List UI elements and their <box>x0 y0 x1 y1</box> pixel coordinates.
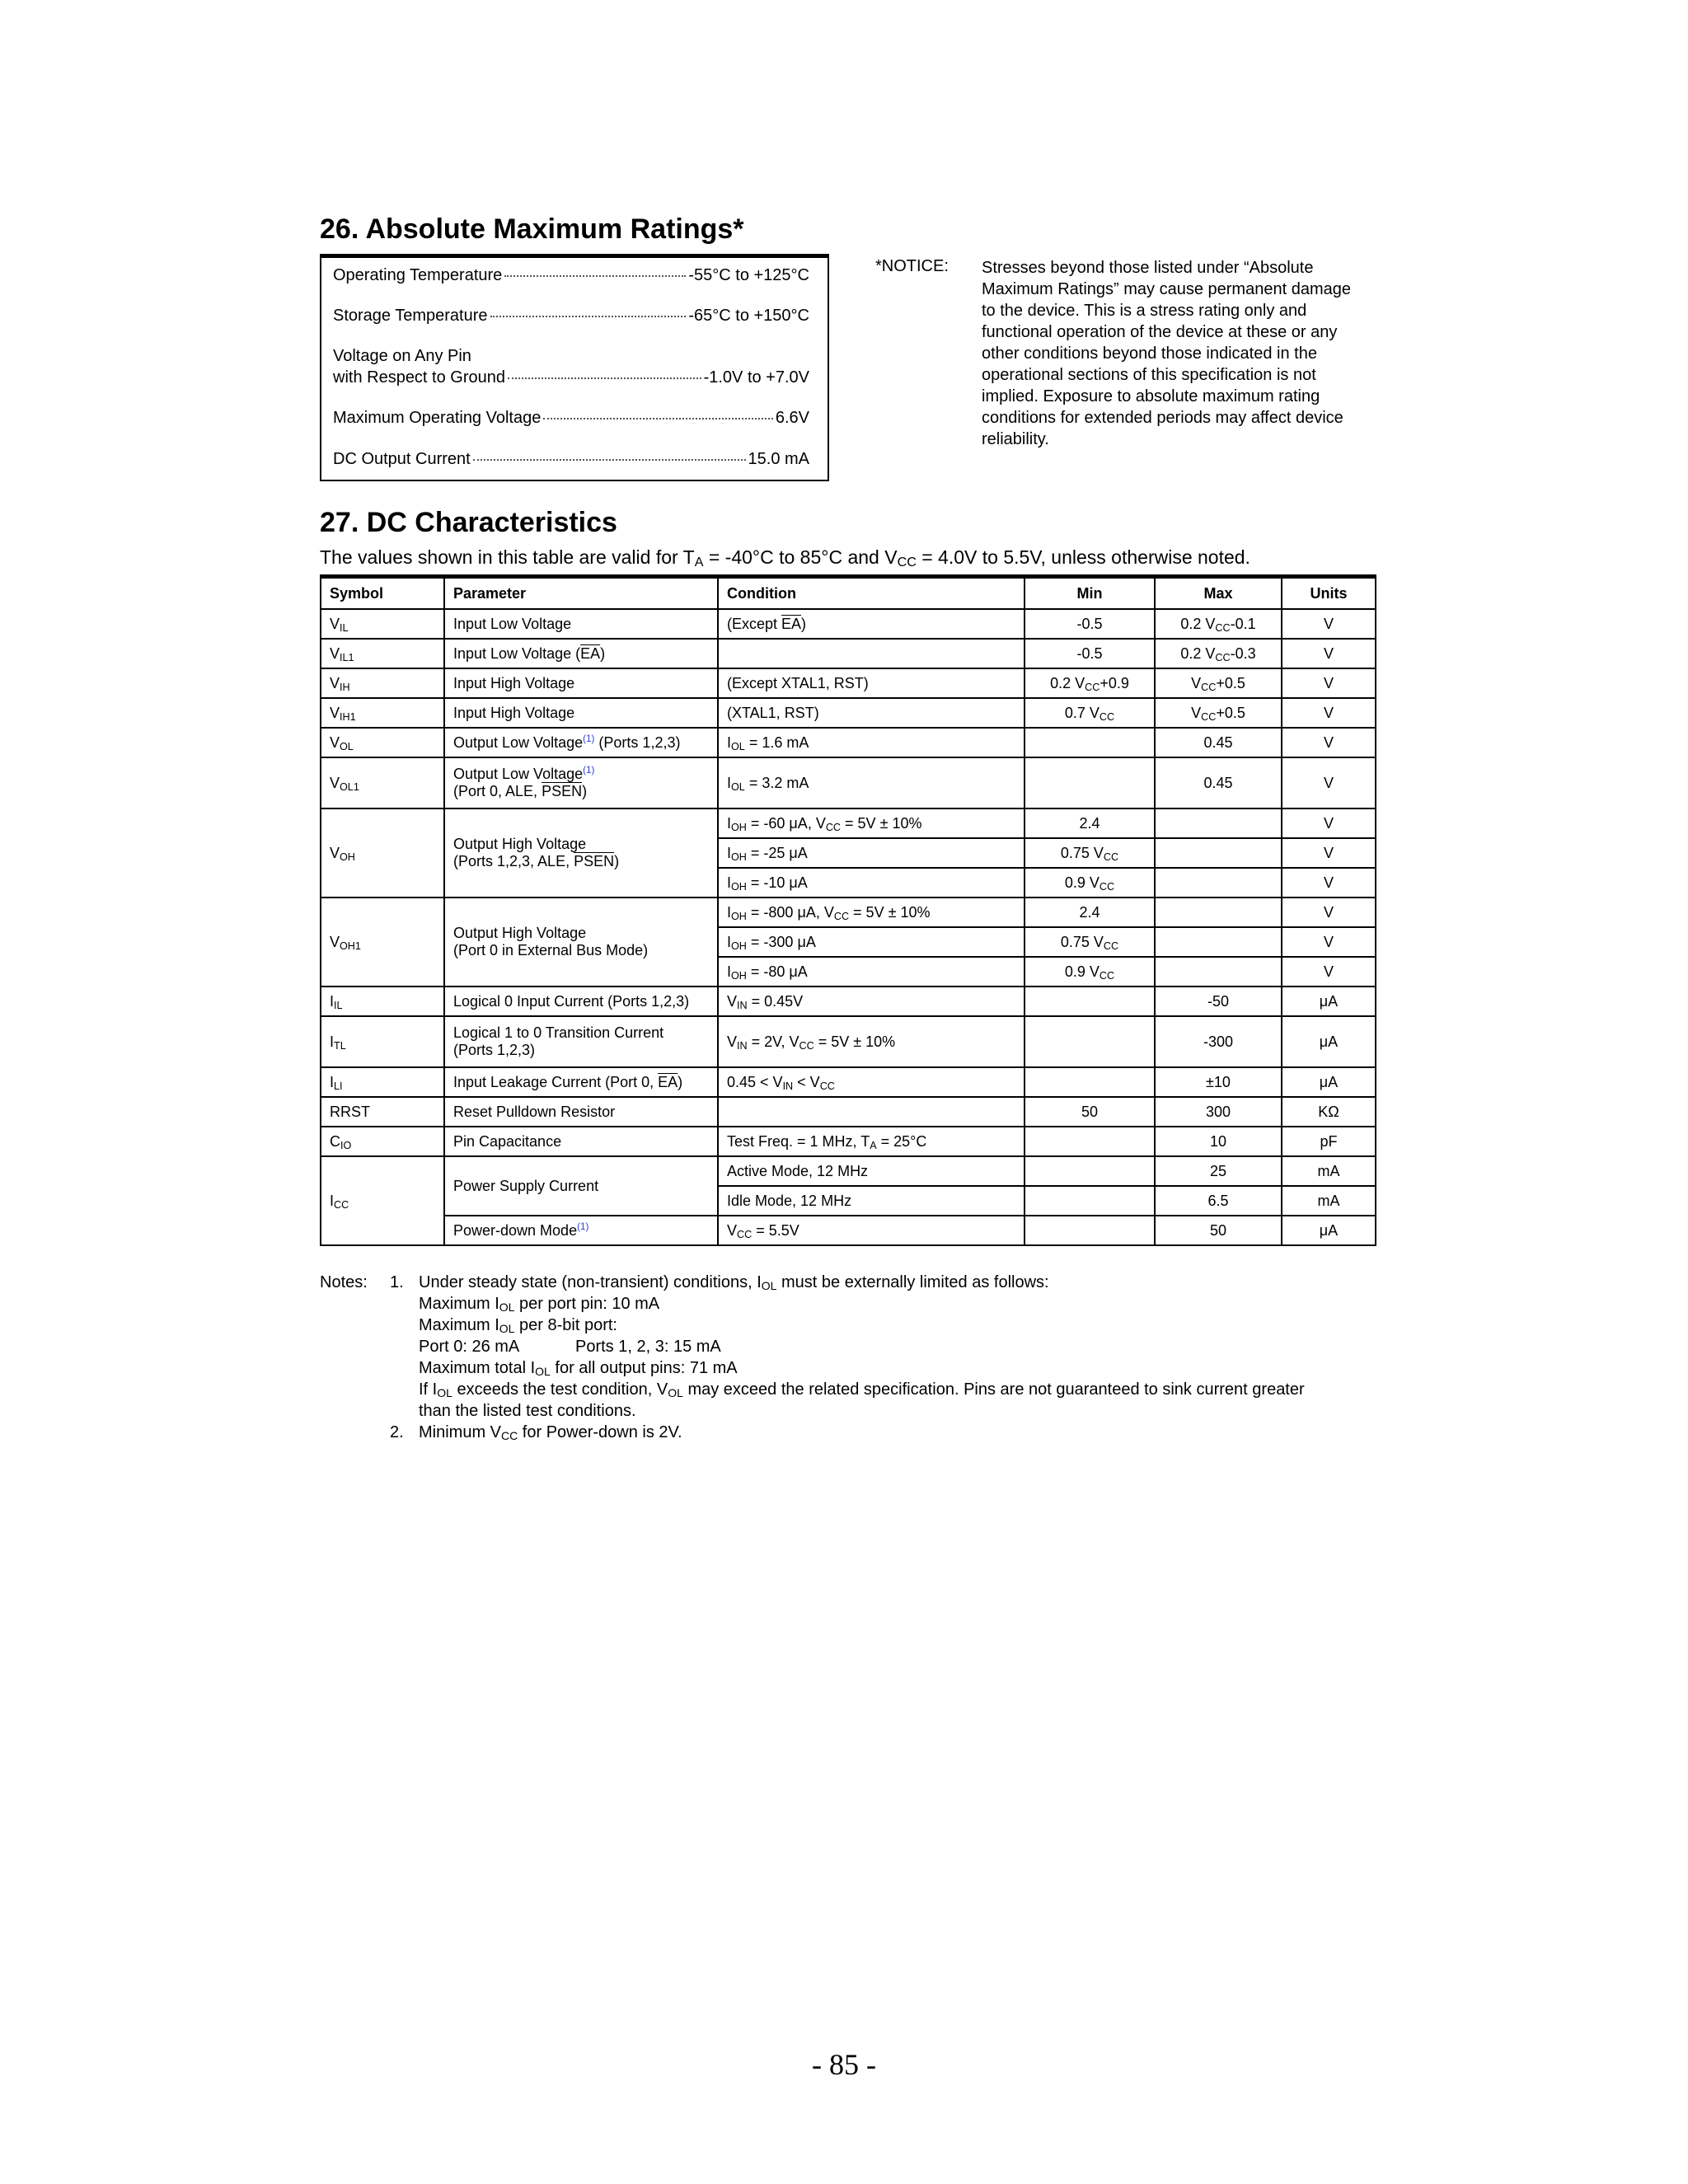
min-cell: 0.75 $V_{CC}$ <box>1025 927 1155 957</box>
min-cell <box>1025 757 1155 808</box>
rating-label: Operating Temperature <box>333 266 503 284</box>
symbol-cell: $I_{TL}$ <box>321 1016 444 1067</box>
max-cell: 6.5 <box>1155 1186 1282 1216</box>
rating-dc-output-current <box>333 450 809 469</box>
note-line <box>320 1400 1383 1422</box>
units-cell: mA <box>1282 1186 1376 1216</box>
parameter-cell: Output Low Voltage$^{(1)}$ (Port 0, ALE, PSEN) <box>444 757 718 808</box>
note-text: Maximum total $I_{OL}$ for all output pins: 71 mA <box>419 1359 738 1378</box>
parameter-cell: Reset Pulldown Resistor <box>444 1097 718 1127</box>
max-cell: 10 <box>1155 1127 1282 1156</box>
col-header-units: Units <box>1282 577 1376 610</box>
symbol-cell: $V_{IL1}$ <box>321 639 444 668</box>
table-row <box>321 668 1376 698</box>
rating-value: 6.6V <box>775 409 809 427</box>
symbol-cell: $C_{IO}$ <box>321 1127 444 1156</box>
min-cell <box>1025 1216 1155 1245</box>
units-cell: V <box>1282 957 1376 987</box>
rating-label: DC Output Current <box>333 450 471 468</box>
max-cell: 50 <box>1155 1216 1282 1245</box>
parameter-cell: Input High Voltage <box>444 698 718 728</box>
col-header-parameter: Parameter <box>444 577 718 610</box>
note-2-line <box>320 1422 1383 1443</box>
min-cell: -0.5 <box>1025 639 1155 668</box>
note-line <box>320 1379 1383 1400</box>
symbol-cell: $V_{IH1}$ <box>321 698 444 728</box>
max-cell <box>1155 868 1282 898</box>
condition-cell: $I_{OH} = -80$ μA <box>718 957 1025 987</box>
rating-value: -55°C to +125°C <box>688 266 809 284</box>
condition-cell: Test Freq. = 1 MHz, $T_A = 25^\circ C$ <box>718 1127 1025 1156</box>
symbol-cell: $V_{OH1}$ <box>321 898 444 987</box>
table-row <box>321 1216 1376 1245</box>
max-cell: 25 <box>1155 1156 1282 1186</box>
min-cell: 0.9 $V_{CC}$ <box>1025 957 1155 987</box>
condition-cell: $I_{OH} = -25$ μA <box>718 838 1025 868</box>
max-cell: 0.45 <box>1155 757 1282 808</box>
max-cell: $V_{CC}+0.5$ <box>1155 668 1282 698</box>
table-row <box>321 698 1376 728</box>
max-cell <box>1155 898 1282 927</box>
min-cell: 50 <box>1025 1097 1155 1127</box>
max-cell: 300 <box>1155 1097 1282 1127</box>
max-cell: 0.45 <box>1155 728 1282 757</box>
parameter-cell: Output High Voltage (Ports 1,2,3, ALE, PSEN) <box>444 808 718 898</box>
condition-cell: $V_{IN} = 2V$, $V_{CC} = 5V \pm 10\%$ <box>718 1016 1025 1067</box>
parameter-cell: Pin Capacitance <box>444 1127 718 1156</box>
rating-voltage-pin-line1: Voltage on Any Pin <box>333 347 471 365</box>
condition-cell: (Except XTAL1, RST) <box>718 668 1025 698</box>
units-cell: V <box>1282 808 1376 838</box>
note-text: Under steady state (non-transient) conditions, $I_{OL}$ must be externally limited as follows: <box>419 1273 1049 1292</box>
condition-cell: $I_{OH} = -300$ μA <box>718 927 1025 957</box>
units-cell: V <box>1282 757 1376 808</box>
note-1-line <box>320 1272 1383 1293</box>
symbol-cell: $V_{OL1}$ <box>321 757 444 808</box>
parameter-cell: Output Low Voltage$^{(1)}$ (Ports 1,2,3) <box>444 728 718 757</box>
units-cell: KΩ <box>1282 1097 1376 1127</box>
condition-cell <box>718 639 1025 668</box>
min-cell <box>1025 1016 1155 1067</box>
table-row <box>321 639 1376 668</box>
max-cell: ±10 <box>1155 1067 1282 1097</box>
note-line <box>320 1293 1383 1315</box>
note-text: Port 0: 26 mA Ports 1, 2, 3: 15 mA <box>419 1338 721 1356</box>
symbol-cell: $V_{IL}$ <box>321 609 444 639</box>
min-cell: 0.2 $V_{CC}+0.9$ <box>1025 668 1155 698</box>
condition-cell: $V_{CC} = 5.5V$ <box>718 1216 1025 1245</box>
min-cell <box>1025 1067 1155 1097</box>
parameter-cell: Output High Voltage (Port 0 in External Bus Mode) <box>444 898 718 987</box>
table-row <box>321 808 1376 838</box>
note-line <box>320 1357 1383 1379</box>
rating-label: Maximum Operating Voltage <box>333 409 542 427</box>
symbol-cell: $V_{OH}$ <box>321 808 444 898</box>
min-cell <box>1025 1186 1155 1216</box>
parameter-cell: Logical 0 Input Current (Ports 1,2,3) <box>444 987 718 1016</box>
units-cell: V <box>1282 868 1376 898</box>
note-line <box>320 1336 1383 1357</box>
parameter-cell: Input High Voltage <box>444 668 718 698</box>
table-row <box>321 1067 1376 1097</box>
condition-cell: Active Mode, 12 MHz <box>718 1156 1025 1186</box>
page-number: - 85 - <box>812 2048 876 2081</box>
condition-cell: $I_{OL} = 3.2$ mA <box>718 757 1025 808</box>
table-header-row <box>321 577 1376 610</box>
condition-cell: (XTAL1, RST) <box>718 698 1025 728</box>
table-row <box>321 728 1376 757</box>
units-cell: V <box>1282 927 1376 957</box>
units-cell: V <box>1282 838 1376 868</box>
min-cell: 2.4 <box>1025 808 1155 838</box>
col-header-min: Min <box>1025 577 1155 610</box>
symbol-cell: $V_{IH}$ <box>321 668 444 698</box>
max-cell <box>1155 927 1282 957</box>
units-cell: V <box>1282 668 1376 698</box>
rating-label: with Respect to Ground <box>333 368 505 387</box>
table-row <box>321 1127 1376 1156</box>
symbol-cell: RRST <box>321 1097 444 1127</box>
table-row <box>321 1097 1376 1127</box>
note-text: If $I_{OL}$ exceeds the test condition, $V_{OL}$ may exceed the related specification. Pins are not guaranteed to sink current greater <box>419 1380 1305 1399</box>
parameter-cell: Logical 1 to 0 Transition Current (Ports 1,2,3) <box>444 1016 718 1067</box>
table-row <box>321 757 1376 808</box>
table-row <box>321 898 1376 927</box>
section-27-title: 27. DC Characteristics <box>320 507 617 538</box>
col-header-max: Max <box>1155 577 1282 610</box>
rating-operating-temp <box>333 266 809 285</box>
units-cell: pF <box>1282 1127 1376 1156</box>
condition-cell: $I_{OH} = -800$ μA, $V_{CC} = 5V \pm 10\%$ <box>718 898 1025 927</box>
parameter-cell: Input Low Voltage $(\overline{EA})$ <box>444 639 718 668</box>
min-cell: 0.9 $V_{CC}$ <box>1025 868 1155 898</box>
note-line <box>320 1315 1383 1336</box>
validity-statement: The values shown in this table are valid for $T_A = -40^\circ C$ to 85°C and $V_{CC} = 4.0V$ to 5.5V, unless otherwise noted. <box>320 546 1250 569</box>
condition-cell <box>718 1097 1025 1127</box>
units-cell: μA <box>1282 1067 1376 1097</box>
units-cell: V <box>1282 698 1376 728</box>
note-number: 1. <box>390 1273 404 1291</box>
max-cell: $V_{CC}+0.5$ <box>1155 698 1282 728</box>
symbol-cell: $I_{CC}$ <box>321 1156 444 1245</box>
note-text: Maximum $I_{OL}$ per 8-bit port: <box>419 1316 617 1335</box>
max-cell: -300 <box>1155 1016 1282 1067</box>
min-cell <box>1025 1156 1155 1186</box>
units-cell: mA <box>1282 1156 1376 1186</box>
condition-cell: $I_{OH} = -10$ μA <box>718 868 1025 898</box>
symbol-cell: $I_{LI}$ <box>321 1067 444 1097</box>
min-cell: 2.4 <box>1025 898 1155 927</box>
min-cell <box>1025 987 1155 1016</box>
parameter-cell: Input Low Voltage <box>444 609 718 639</box>
min-cell <box>1025 728 1155 757</box>
rating-value: -65°C to +150°C <box>688 307 809 325</box>
absolute-max-ratings-box <box>320 254 829 481</box>
units-cell: μA <box>1282 1216 1376 1245</box>
table-row <box>321 1156 1376 1186</box>
notice-text: Stresses beyond those listed under “Absolute Maximum Ratings” may cause permanent damage to the device. This is a stress rating only and functional operation of the device at these or any other conditions beyond those indicated in the operational sections of this specification is not implied. Exposure to absolute maximum rating conditions for extended periods may affect device reliability. <box>982 259 1351 448</box>
parameter-cell: Input Leakage Current (Port 0, $\overline{EA}$) <box>444 1067 718 1097</box>
condition-cell: $0.45 < V_{IN} < V_{CC}$ <box>718 1067 1025 1097</box>
note-text: than the listed test conditions. <box>419 1402 636 1420</box>
table-row <box>321 609 1376 639</box>
table-row <box>321 987 1376 1016</box>
min-cell: 0.75 $V_{CC}$ <box>1025 838 1155 868</box>
notes-block <box>320 1272 1383 1443</box>
condition-cell: $I_{OL} = 1.6$ mA <box>718 728 1025 757</box>
min-cell: 0.7 $V_{CC}$ <box>1025 698 1155 728</box>
units-cell: V <box>1282 728 1376 757</box>
max-cell <box>1155 838 1282 868</box>
rating-value: -1.0V to +7.0V <box>703 368 809 387</box>
condition-cell: $I_{OH} = -60$ μA, $V_{CC} = 5V \pm 10\%$ <box>718 808 1025 838</box>
note-number: 2. <box>390 1423 404 1441</box>
col-header-condition: Condition <box>718 577 1025 610</box>
table-row <box>321 1016 1376 1067</box>
max-cell <box>1155 808 1282 838</box>
symbol-cell: $I_{IL}$ <box>321 987 444 1016</box>
condition-cell: (Except $\overline{EA}$) <box>718 609 1025 639</box>
rating-label: Storage Temperature <box>333 307 488 325</box>
units-cell: V <box>1282 898 1376 927</box>
max-cell: -50 <box>1155 987 1282 1016</box>
min-cell <box>1025 1127 1155 1156</box>
max-cell <box>1155 957 1282 987</box>
units-cell: V <box>1282 639 1376 668</box>
section-26-title: 26. Absolute Maximum Ratings* <box>320 213 744 245</box>
condition-cell: $V_{IN} = 0.45V$ <box>718 987 1025 1016</box>
parameter-cell: Power Supply Current <box>444 1156 718 1216</box>
min-cell: -0.5 <box>1025 609 1155 639</box>
max-cell: 0.2 $V_{CC}-0.3$ <box>1155 639 1282 668</box>
dc-characteristics-table <box>320 574 1376 1246</box>
units-cell: V <box>1282 609 1376 639</box>
parameter-cell: Power-down Mode$^{(1)}$ <box>444 1216 718 1245</box>
notice-label: *NOTICE: <box>875 257 949 275</box>
rating-max-operating-voltage <box>333 409 809 428</box>
notes-label: Notes: <box>320 1273 368 1291</box>
max-cell: 0.2 $V_{CC}-0.1$ <box>1155 609 1282 639</box>
col-header-symbol: Symbol <box>321 577 444 610</box>
units-cell: μA <box>1282 1016 1376 1067</box>
rating-value: 15.0 mA <box>748 450 809 468</box>
rating-storage-temp <box>333 307 809 326</box>
note-text: Minimum $V_{CC}$ for Power-down is 2V. <box>419 1423 682 1442</box>
units-cell: μA <box>1282 987 1376 1016</box>
condition-cell: Idle Mode, 12 MHz <box>718 1186 1025 1216</box>
symbol-cell: $V_{OL}$ <box>321 728 444 757</box>
rating-voltage-pin <box>333 368 809 387</box>
note-text: Maximum $I_{OL}$ per port pin: 10 mA <box>419 1295 660 1314</box>
